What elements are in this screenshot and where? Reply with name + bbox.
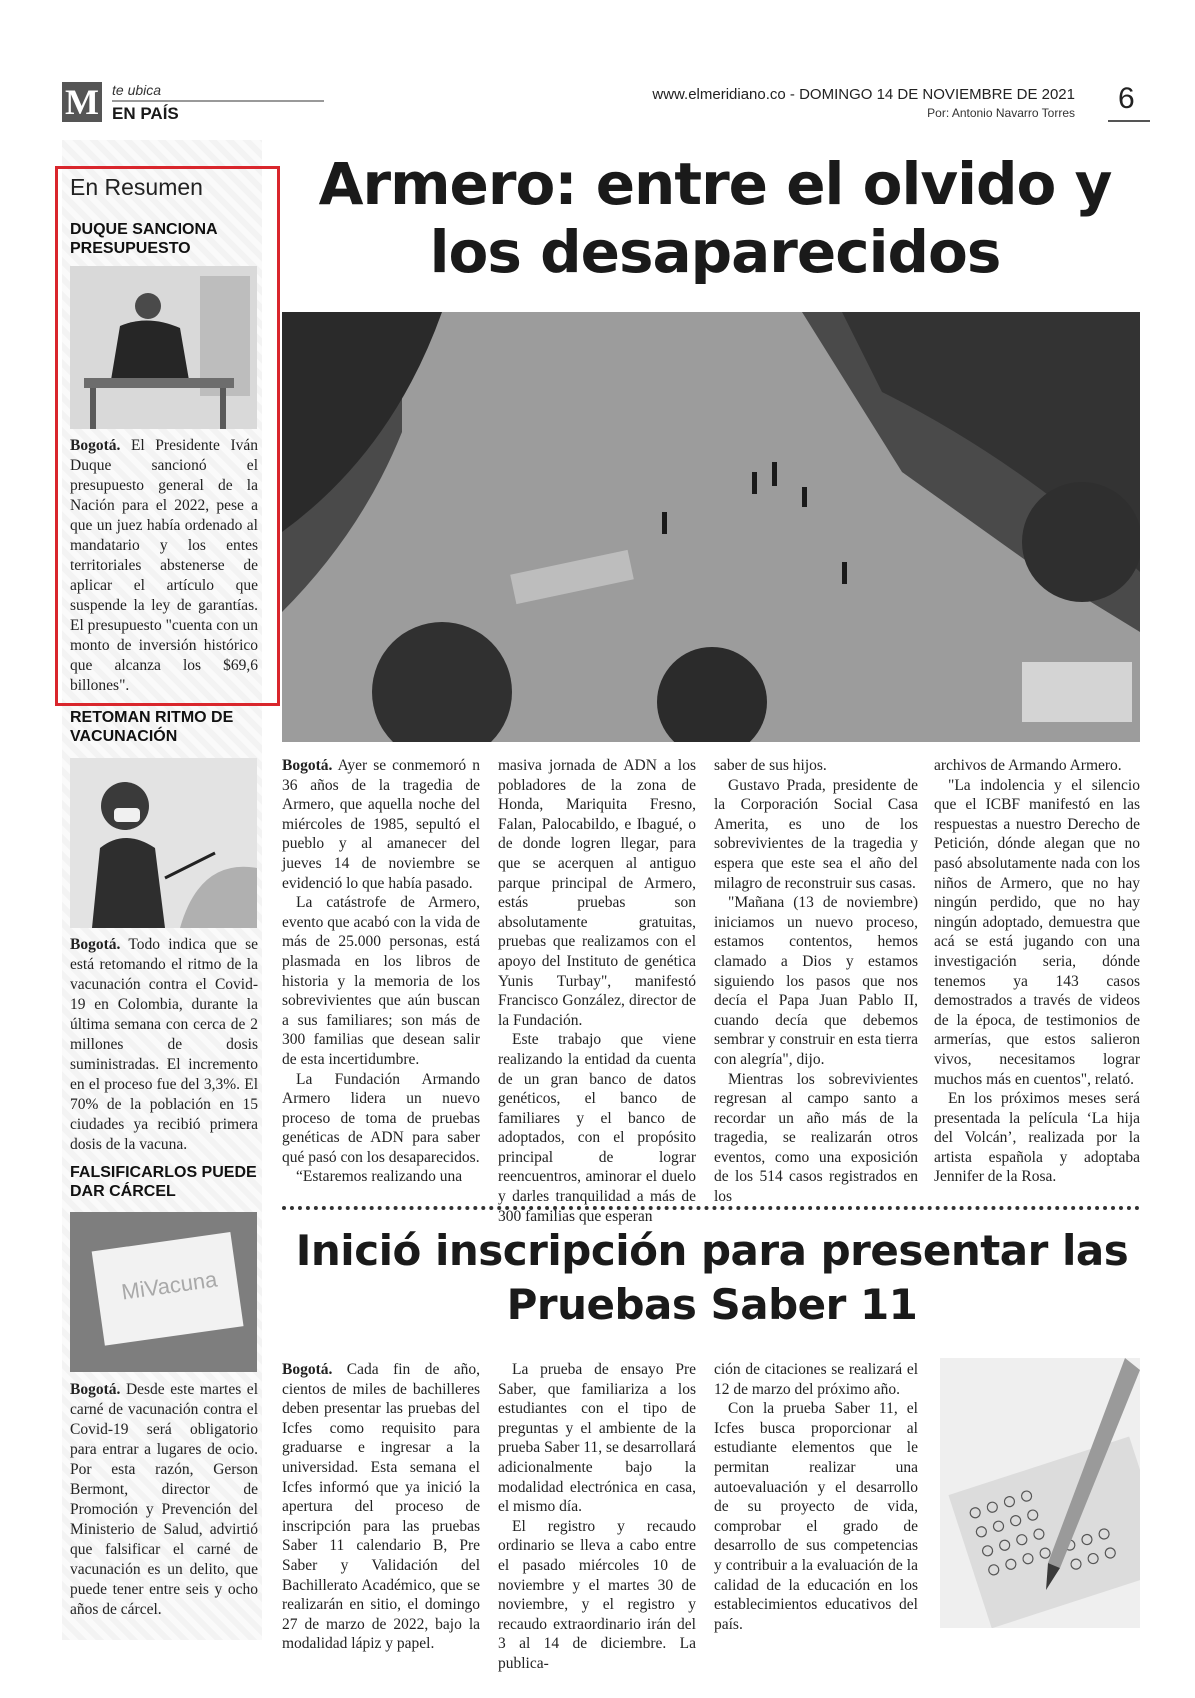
article2-paragraph: Bogotá. Cada fin de año, cientos de miles de bachilleres deben presentar las pruebas del Icfes como requisito para graduarse e ingresar a la universidad. Esta semana el Icfes informó que ya inició la apertura del proceso de inscripción para las pruebas Saber 11 calendario B, Pre Saber y Validación del Bachillerato Académico, que se realizarán en sitio, el domingo 27 de marzo de 2022, bajo la modalidad lápiz y papel. — [282, 1361, 481, 1653]
article1-paragraph: “Estaremos realizando una — [296, 1168, 463, 1186]
article1-paragraph: La catástrofe de Armero, evento que acabó con la vida de más de 25.000 personas, está plasmada en los libros de historia y la memoria de los sobrevivientes que aún buscan a sus familiares; son más de 300 familias que desean salir de esta incertidumbre. — [282, 894, 480, 1068]
vaccine-card-photo — [70, 1212, 257, 1372]
author-credit: Por: Antonio Navarro Torres — [927, 106, 1075, 120]
sidebar-headline-3: FALSIFICARLOS PUEDE DAR CÁRCEL — [70, 1164, 257, 1200]
tagline: te ubica — [112, 82, 162, 98]
summary-highlight-frame — [55, 166, 280, 706]
vaccination-photo — [70, 758, 257, 928]
sidebar-body-3: Bogotá. Desde este martes el carné de vacunación contra el Covid-19 será obligatorio para entrar a lugares de ocio. Por esta razón, Gerson Bermont, director de Promoción y Prevención del Ministerio de Salud, advirtió que falsificar el carné de vacunación es un delito, que puede tener entre seis y ocho años de cárcel. — [70, 1381, 258, 1618]
armero-tragedy-photo — [282, 312, 1140, 742]
article1-paragraph: Este trabajo que viene realizando la entidad da cuenta de un gran banco de datos genéticos, el banco de familiares y el banco de adoptados, con el propósito principal de lograr reencuentros, aminorar el duelo y darles tranquilidad a más de 300 familias que esperan — [498, 1031, 696, 1225]
article2-paragraph: La prueba de ensayo Pre Saber, que familiariza a los estudiantes con el tipo de preguntas y el ambiente de la prueba Saber 11, se desarrollará adicionalmente bajo la modalidad electrónica en casa, el mismo día. — [498, 1361, 696, 1516]
site-and-date: www.elmeridiano.co - DOMINGO 14 DE NOVIEMBRE DE 2021 — [652, 86, 1075, 103]
article1-column-3 — [714, 756, 918, 1207]
section-label: EN PAÍS — [112, 104, 179, 123]
page-number: 6 — [1118, 82, 1135, 115]
article1-paragraph: "La indolencia y el silencio que el ICBF manifestó en las respuestas a nuestro Derecho de Petición, dónde alegan que no pasó absolutamente nada con los niños de Armero, que no hay ningún perdido, que no hay ningún adoptado, demuestra que acá se está jugando con una investigación seria, dónde tenemos ya 143 casos demostrados a través de videos de la época, de testimonios de armerías, que estos salieron vivos, necesitamos lograr muchos más en cuentos", relató. — [934, 776, 1140, 1088]
sidebar-headline-2: RETOMAN RITMO DE VACUNACIÓN — [70, 709, 234, 745]
article1-paragraph: saber de sus hijos. — [714, 757, 827, 774]
main-headline: Armero: entre el olvido y los desaparecidos — [318, 150, 1112, 286]
article2-paragraph: El registro y recaudo ordinario se lleva a cabo entre el pasado miércoles 10 de noviembre y el martes 30 de noviembre, y el registro y recaudo extraordinario irán del 3 al 14 de diciembre. La publica- — [498, 1517, 696, 1672]
newspaper-logo: M — [62, 82, 102, 122]
sidebar-headline-1: DUQUE SANCIONA PRESUPUESTO — [70, 221, 217, 257]
answer-sheet-pencil-photo — [940, 1358, 1140, 1628]
page-number-rule — [1108, 120, 1150, 122]
article1-paragraph: archivos de Armando Armero. — [934, 757, 1122, 774]
header-rule — [112, 100, 324, 102]
article2-paragraph: Con la prueba Saber 11, el Icfes busca proporcionar al estudiante elementos que le permitan realizar una autoevaluación y el desarrollo de su proyecto de vida, comprobar el grado de desarrollo de sus competencias y contribuir a la evaluación de la calidad de la educación en los establecimientos educativos del país. — [714, 1400, 918, 1633]
article1-column-4 — [934, 756, 1140, 1187]
sidebar-body-1: Bogotá. El Presidente Iván Duque sancionó el presupuesto general de la Nación para el 2022, pese a que un juez había ordenado al mandatario y los entes territoriales abstenerse de aplicar el artículo que suspende la ley de garantías. El presupuesto "cuenta con un monto de inversión histórico que alcanza los $69,6 billones". — [70, 437, 258, 694]
summary-title: En Resumen — [70, 174, 203, 200]
article2-column-2 — [498, 1360, 696, 1674]
article2-column-1 — [282, 1360, 480, 1654]
second-headline: Inició inscripción para presentar las Pruebas Saber 11 — [295, 1226, 1129, 1329]
article1-paragraph: La Fundación Armando Armero lidera un nuevo proceso de toma de pruebas genéticas de ADN para saber qué pasó con los desaparecidos. — [282, 1070, 480, 1166]
article1-paragraph: masiva jornada de ADN a los pobladores de la zona de Honda, Mariquita Fresno, Falan, Palocabildo, e Ibagué, o de donde logren llegar, para que se acerquen al antiguo parque principal de Armero, estás pruebas son absolutamente gratuitas, pruebas que realizamos con el apoyo del Instituto de genética Yunis Turbay", manifestó Francisco González, director de la Fundación. — [498, 757, 696, 1029]
article1-column-1 — [282, 756, 480, 1187]
article2-paragraph: ción de citaciones se realizará el 12 de marzo del próximo año. — [714, 1361, 918, 1398]
article1-paragraph: Bogotá. Ayer se conmemoró n 36 años de la tragedia de Armero, que aquella noche del miércoles de 1985, sepultó el pueblo y al amanecer del jueves 14 de noviembre se evidenció lo que había pasado. — [282, 757, 480, 892]
article1-paragraph: "Mañana (13 de noviembre) iniciamos un nuevo proceso, estamos contentos, hemos clamado a Dios y estamos siguiendo los pasos que nos decía el Papa Juan Pablo II, cuando decía que debemos sembrar y construir en esta tierra con alegría", dijo. — [714, 894, 918, 1068]
article2-column-3 — [714, 1360, 918, 1634]
article1-column-2 — [498, 756, 696, 1226]
article1-paragraph: Mientras los sobrevivientes regresan al campo santo a recordar un año más de la tragedia, se realizarán otros eventos, como una exposición de los 514 casos registrados en los — [714, 1070, 918, 1206]
article1-paragraph: En los próximos meses será presentada la película ‘La hija del Volcán’, realizada por la artista española y adoptaba Jennifer de la Rosa. — [934, 1090, 1140, 1186]
sidebar-body-2: Bogotá. Todo indica que se está retomando el ritmo de la vacunación contra el Covid-19 en Colombia, durante la última semana con cerca de 2 millones de dosis suministradas. El incremento en el proceso fue del 3,3%. El 70% de la población en 15 ciudades ya recibió primera dosis de la vacuna. — [70, 936, 258, 1153]
section-divider — [282, 1206, 1140, 1210]
article1-paragraph: Gustavo Prada, presidente de la Corporación Social Casa Amerita, es uno de los sobrevivientes de la tragedia y espera que este sea el año del milagro de reconstruir sus casas. — [714, 776, 918, 892]
vaccine-card-label: MiVacuna — [119, 1266, 219, 1305]
